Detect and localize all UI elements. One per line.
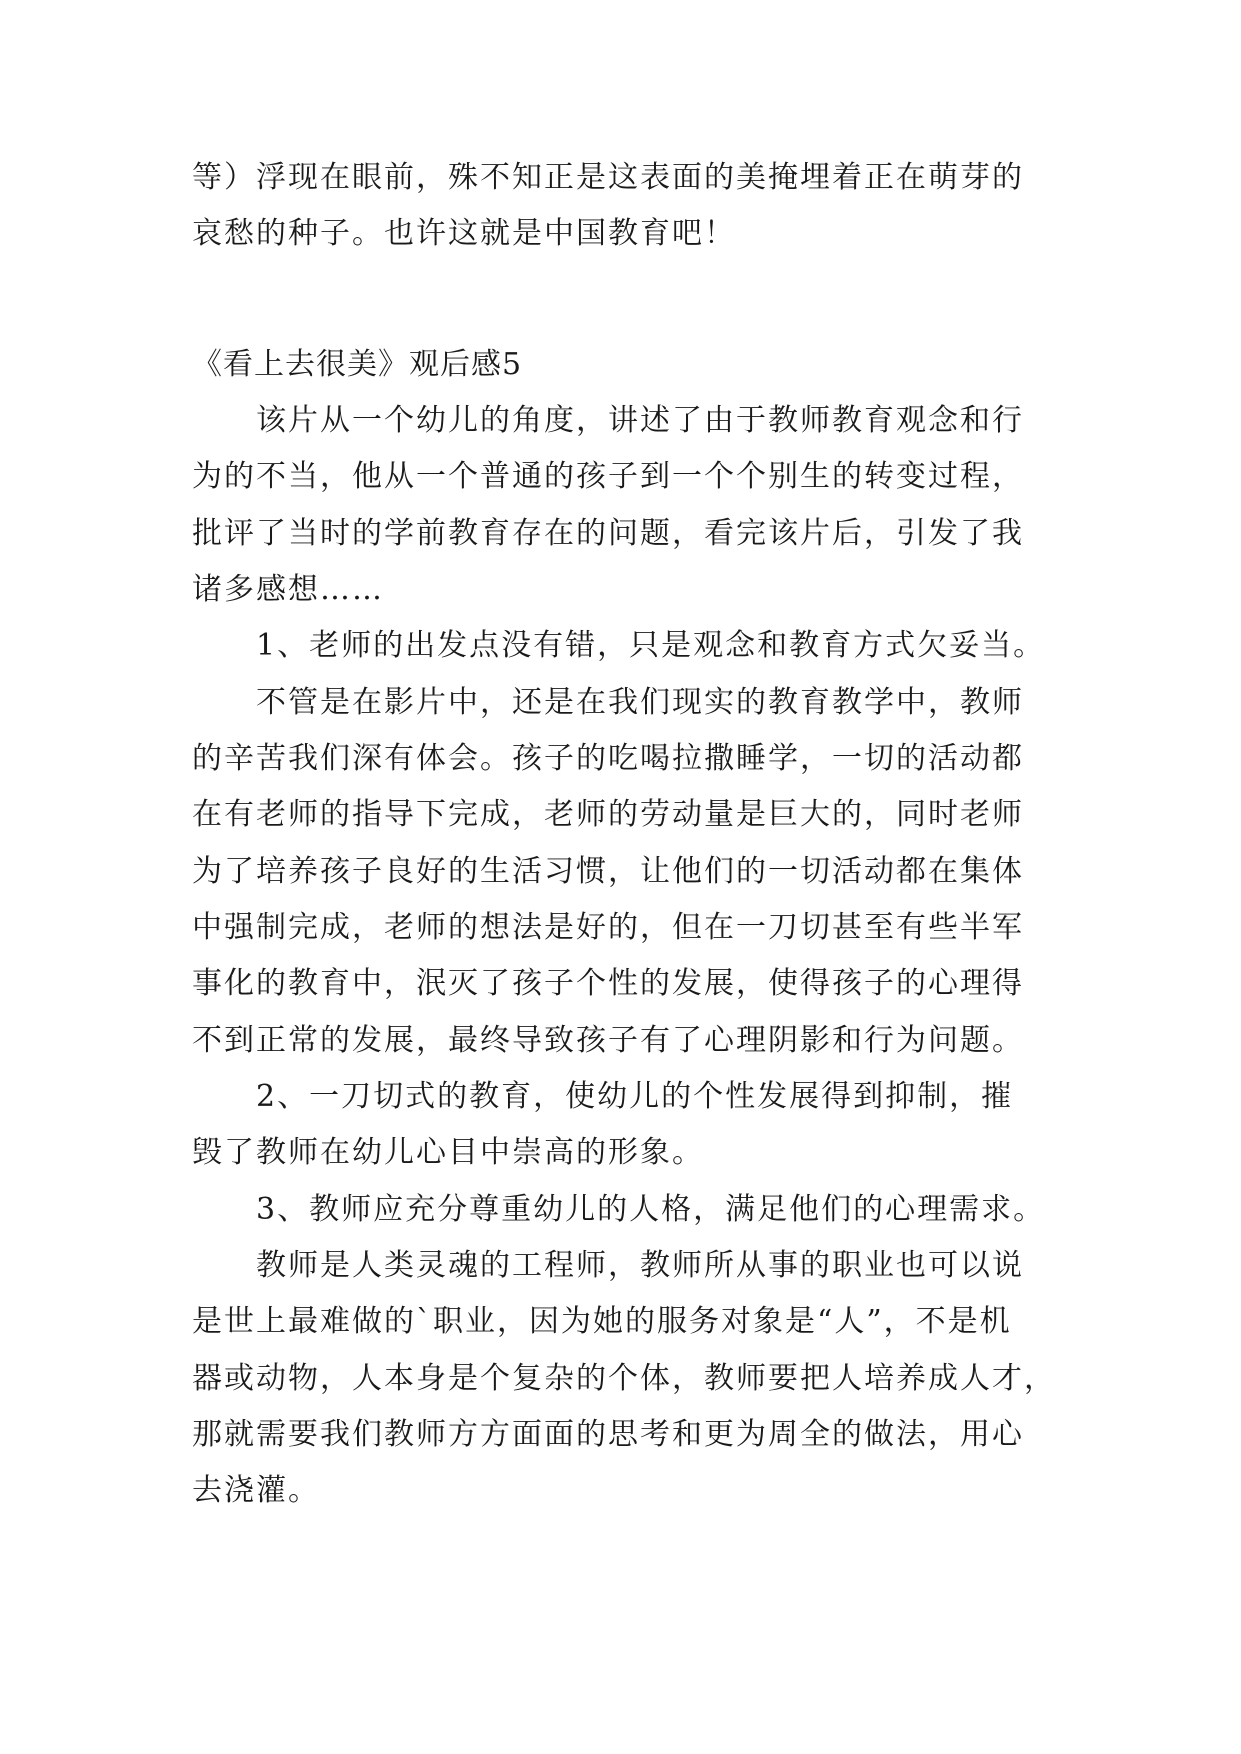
text-line: 那就需要我们教师方方面面的思考和更为周全的做法，用心: [192, 1417, 1024, 1452]
text-line: 器或动物，人本身是个复杂的个体，教师要把人培养成人才，: [192, 1361, 1056, 1396]
text-line: 该片从一个幼儿的角度，讲述了由于教师教育观念和行: [256, 403, 1024, 438]
text-line: 等）浮现在眼前，殊不知正是这表面的美掩埋着正在萌芽的: [192, 160, 1024, 195]
text-line: 为的不当，他从一个普通的孩子到一个个别生的转变过程，: [192, 459, 1024, 494]
text-line: 去浇灌。: [192, 1473, 320, 1508]
text-line: 教师是人类灵魂的工程师，教师所从事的职业也可以说: [256, 1248, 1024, 1283]
text-line: 3、教师应充分尊重幼儿的人格，满足他们的心理需求。: [256, 1192, 1046, 1227]
text-line: 为了培养孩子良好的生活习惯，让他们的一切活动都在集体: [192, 854, 1024, 889]
text-line: 不管是在影片中，还是在我们现实的教育教学中，教师: [256, 685, 1024, 720]
text-line: 中强制完成，老师的想法是好的，但在一刀切甚至有些半军: [192, 910, 1024, 945]
text-line: 事化的教育中，泯灭了孩子个性的发展，使得孩子的心理得: [192, 966, 1024, 1001]
text-line: 诸多感想……: [192, 572, 384, 607]
text-line: 是世上最难做的`职业，因为她的服务对象是“人”，不是机: [192, 1304, 1012, 1339]
text-line: 批评了当时的学前教育存在的问题，看完该片后，引发了我: [192, 516, 1024, 551]
text-line: 哀愁的种子。也许这就是中国教育吧！: [192, 216, 736, 251]
text-line: 在有老师的指导下完成，老师的劳动量是巨大的，同时老师: [192, 797, 1024, 832]
text-line: 不到正常的发展，最终导致孩子有了心理阴影和行为问题。: [192, 1023, 1024, 1058]
section-title: 《看上去很美》观后感5: [192, 347, 523, 382]
text-line: 的辛苦我们深有体会。孩子的吃喝拉撒睡学，一切的活动都: [192, 741, 1024, 776]
text-line: 2、一刀切式的教育，使幼儿的个性发展得到抑制，摧: [256, 1079, 1014, 1114]
text-line: 1、老师的出发点没有错，只是观念和教育方式欠妥当。: [256, 628, 1046, 663]
text-line: 毁了教师在幼儿心目中崇高的形象。: [192, 1135, 704, 1170]
